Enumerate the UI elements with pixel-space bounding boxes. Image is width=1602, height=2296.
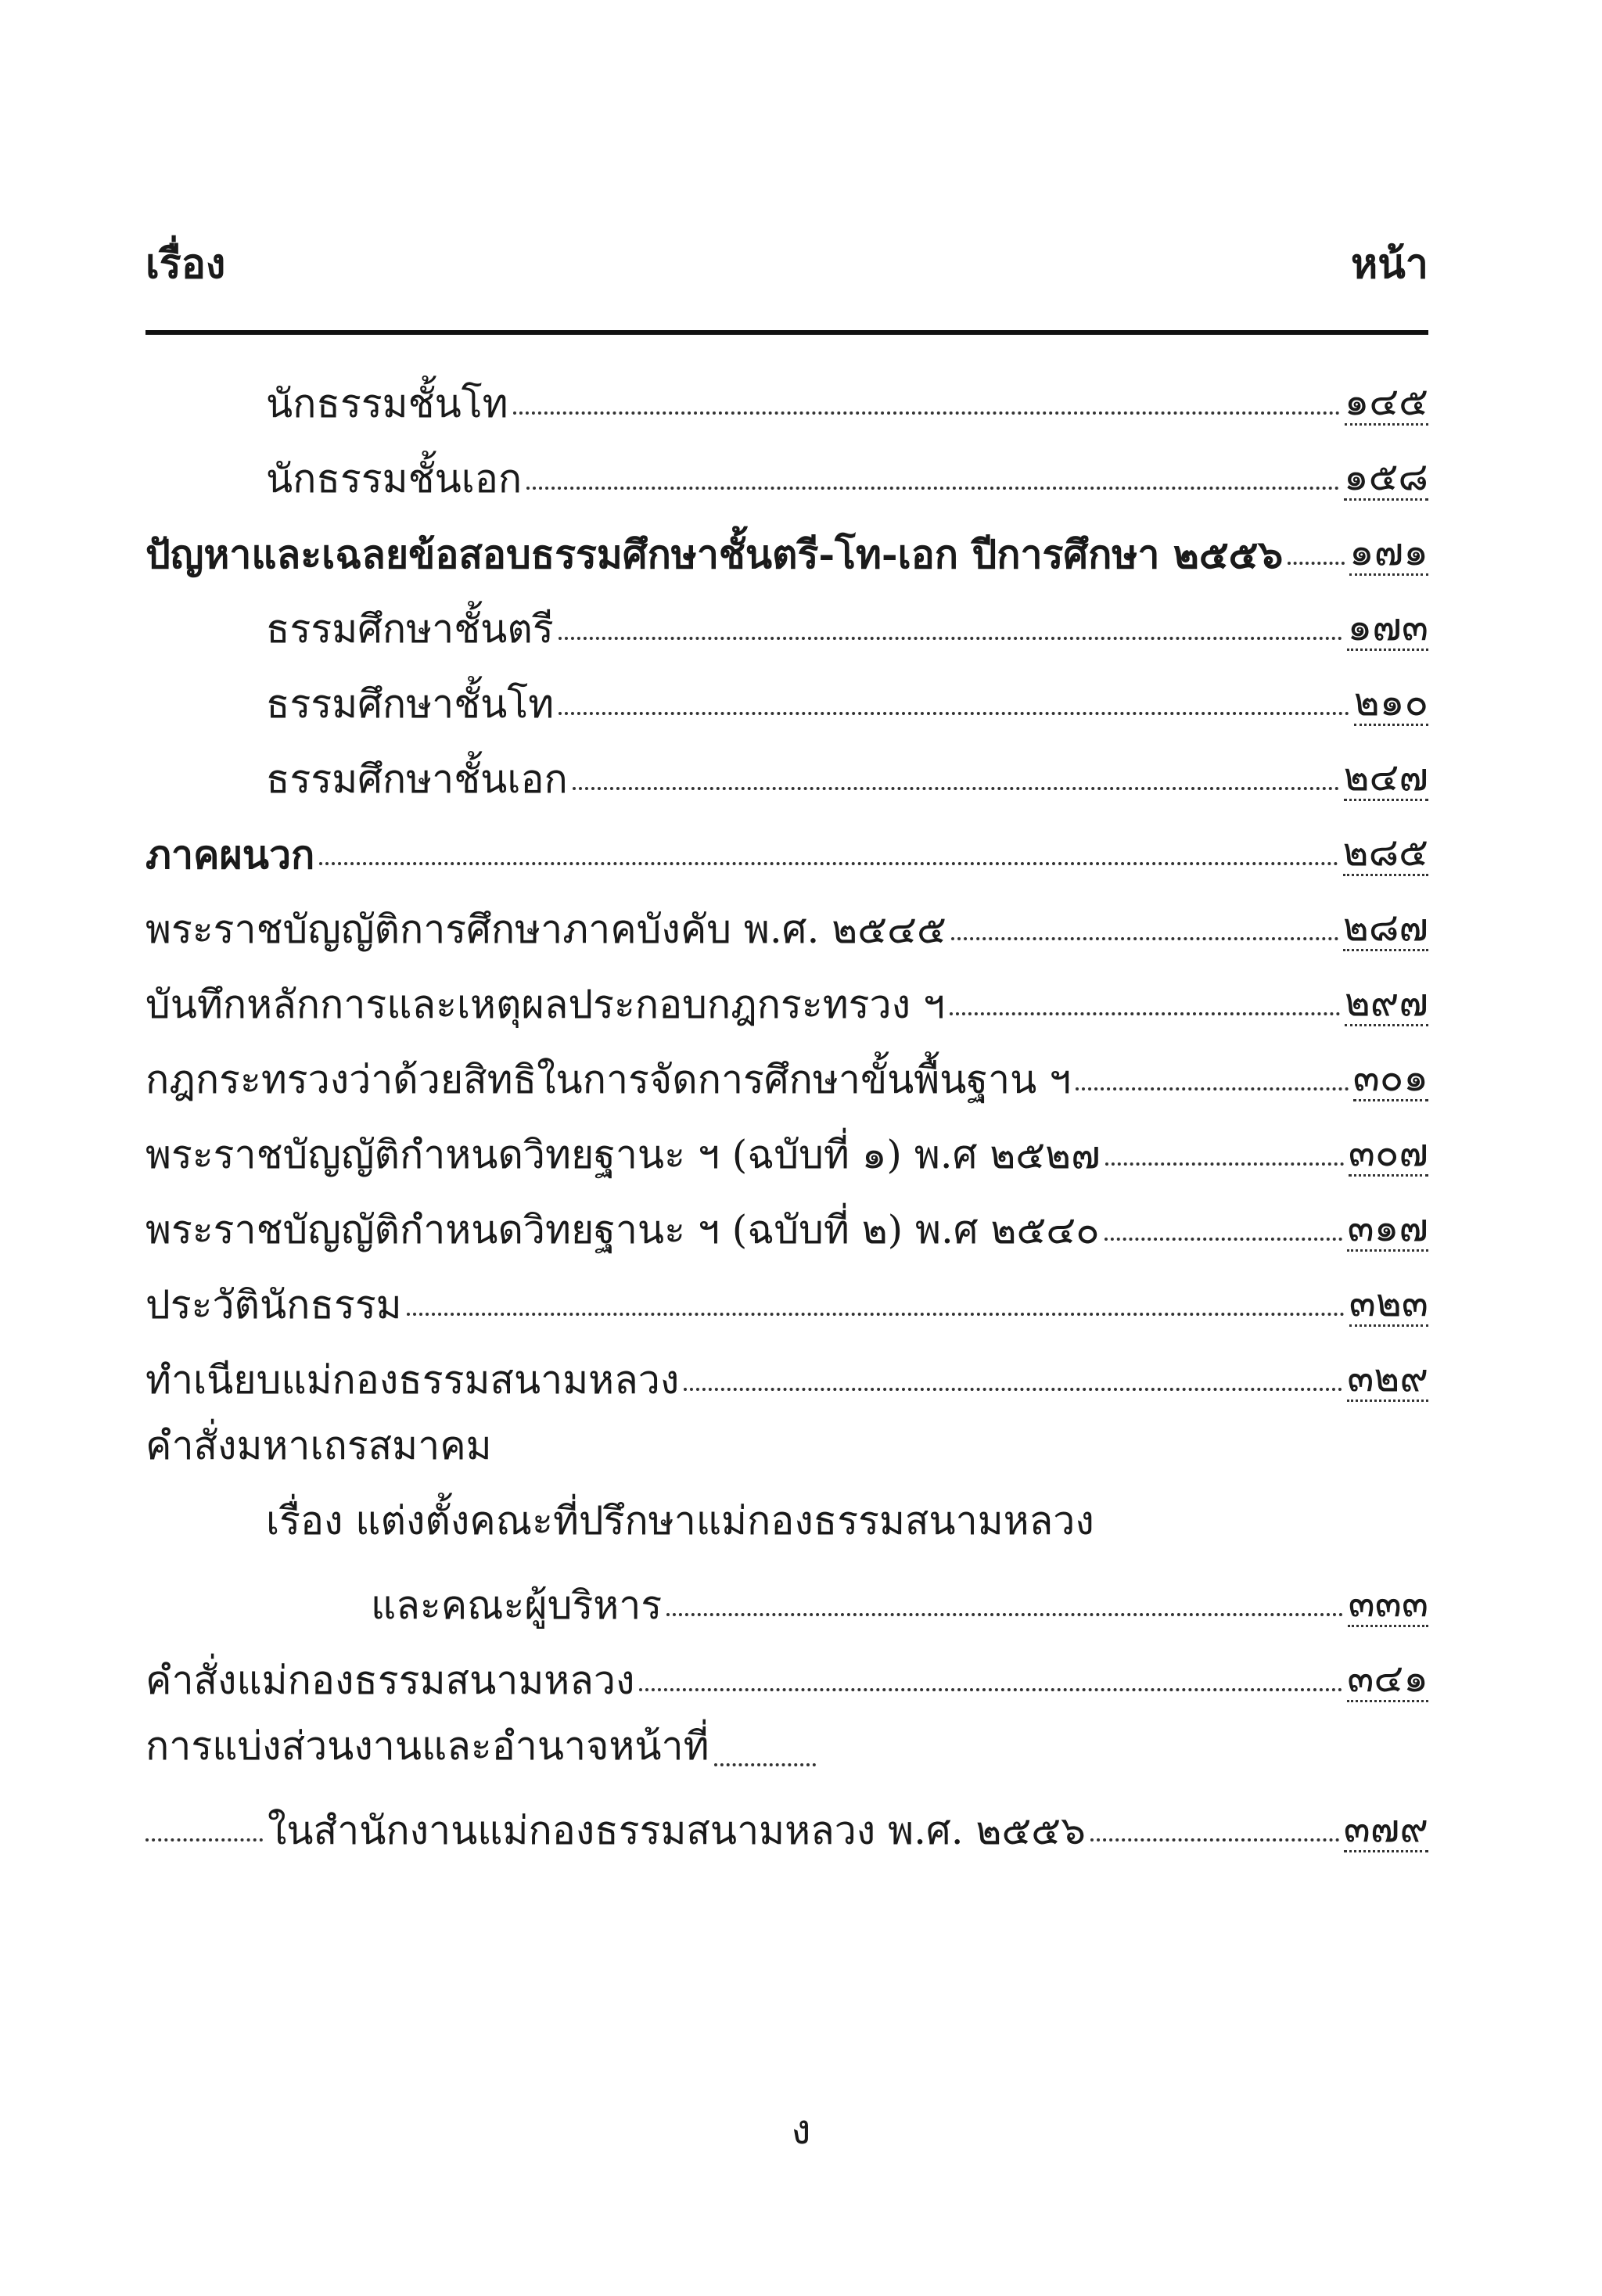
toc-heading: การแบ่งส่วนงานและอำนาจหน้าที่	[145, 1702, 816, 1777]
header-rule	[145, 330, 1428, 335]
header-page: หน้า	[1350, 240, 1428, 288]
toc-entry: บันทึกหลักการและเหตุผลประกอบกฎกระทรวง ฯ ๒๙๗	[145, 979, 1428, 1027]
toc-entry: กฎกระทรวงว่าด้วยสิทธิในการจัดการศึกษาขั้นพื้นฐาน ฯ ๓๐๑	[145, 1055, 1428, 1102]
toc-entry: ธรรมศึกษาชั้นโท ๒๑๐	[266, 679, 1428, 727]
toc-entry: พระราชบัญญัติกำหนดวิทยฐานะ ฯ (ฉบับที่ ๒) พ.ศ ๒๕๔๐ ๓๑๗	[145, 1205, 1428, 1252]
toc-entry: ธรรมศึกษาชั้นเอก ๒๔๗	[266, 754, 1428, 802]
toc-entry: นักธรรมชั้นเอก ๑๕๘	[266, 454, 1428, 501]
toc-entry: คำสั่งแม่กองธรรมสนามหลวง ๓๔๑	[145, 1655, 1428, 1703]
toc-entry: ปัญหาและเฉลยข้อสอบธรรมศึกษาชั้นตรี-โท-เอก ปีการศึกษา ๒๕๕๖ ๑๗๑	[145, 529, 1428, 577]
toc-entry: ธรรมศึกษาชั้นตรี ๑๗๓	[266, 604, 1428, 652]
toc-entry: พระราชบัญญัติการศึกษาภาคบังคับ พ.ศ. ๒๕๔๕ ๒๘๗	[145, 904, 1428, 952]
toc-entry: และคณะผู้บริหาร ๓๓๓	[371, 1580, 1428, 1628]
toc-entry: พระราชบัญญัติกำหนดวิทยฐานะ ฯ (ฉบับที่ ๑) พ.ศ ๒๕๒๗ ๓๐๗	[145, 1130, 1428, 1177]
toc-entry: ในสำนักงานแม่กองธรรมสนามหลวง พ.ศ. ๒๕๕๖ ๓๗๙	[145, 1777, 1428, 1852]
toc-subheading: เรื่อง แต่งตั้งคณะที่ปรึกษาแม่กองธรรมสนามหลวง	[266, 1498, 1094, 1543]
toc-entry: ประวัตินักธรรม ๓๒๓	[145, 1280, 1428, 1328]
toc-entry: ภาคผนวก ๒๘๕	[145, 829, 1428, 878]
header-subject: เรื่อง	[145, 240, 226, 288]
toc-entry: ทำเนียบแม่กองธรรมสนามหลวง ๓๒๙	[145, 1355, 1428, 1403]
toc-entry: นักธรรมชั้นโท ๑๔๕	[266, 379, 1428, 426]
page-number: ง	[791, 2107, 811, 2154]
toc-heading: คำสั่งมหาเถรสมาคม	[145, 1423, 492, 1468]
